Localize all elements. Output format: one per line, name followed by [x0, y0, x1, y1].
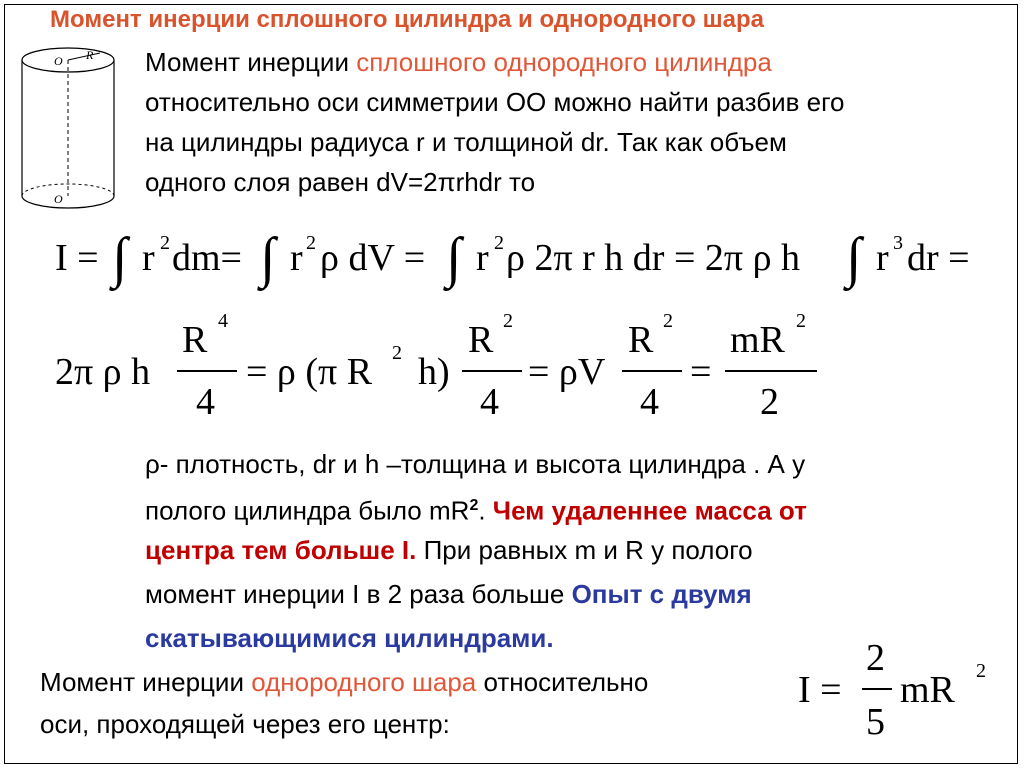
intro-line-4: одного слоя равен dV=2πrhdr то [145, 167, 536, 197]
fraction-bar [622, 370, 682, 372]
radius-label-r: R [86, 48, 94, 62]
sphere-line-1: Момент инерции однородного шара относительно [40, 667, 649, 697]
fraction-bar [725, 370, 817, 372]
fraction-bar [177, 370, 237, 372]
axis-label-bottom-o: O [54, 192, 63, 206]
intro-line-2: относительно оси симметрии ОО можно найти разбив его [145, 87, 845, 117]
highlight-solid-cylinder: сплошного однородного цилиндра [356, 47, 772, 77]
explanation-line-1: ρ- плотность, dr и h –толщина и высота цилиндра . А у [145, 449, 806, 479]
intro-line-3: на цилиндры радиуса r и толщиной dr. Так как объем [145, 127, 787, 157]
explanation-line-5: скатывающимися цилиндрами. [145, 623, 554, 653]
intro-line-1: Момент инерции сплошного однородного цилиндра [145, 47, 772, 77]
slide-title: Момент инерции сплошного цилиндра и однородного шара [50, 6, 764, 33]
sphere-line-2: оси, проходящей через его центр: [40, 709, 450, 739]
highlight-uniform-sphere: однородного шара [251, 667, 477, 697]
axis-label-top-o: O [54, 54, 63, 68]
fraction-bar [862, 688, 892, 690]
integral-sign: ∫ [846, 227, 862, 289]
explanation-line-3: центра тем больше I. При равных m и R у полого [145, 535, 753, 565]
explanation-line-2: полого цилиндра было $mR^2$. Чем удаленнее масса от [145, 495, 807, 526]
cylinder-diagram [20, 44, 124, 216]
integral-sign: ∫ [260, 227, 276, 289]
explanation-line-4: момент инерции I в 2 раза больше Опыт с двумя [145, 579, 752, 609]
integral-sign: ∫ [112, 227, 128, 289]
fraction-bar [462, 370, 522, 372]
integral-sign: ∫ [446, 227, 462, 289]
